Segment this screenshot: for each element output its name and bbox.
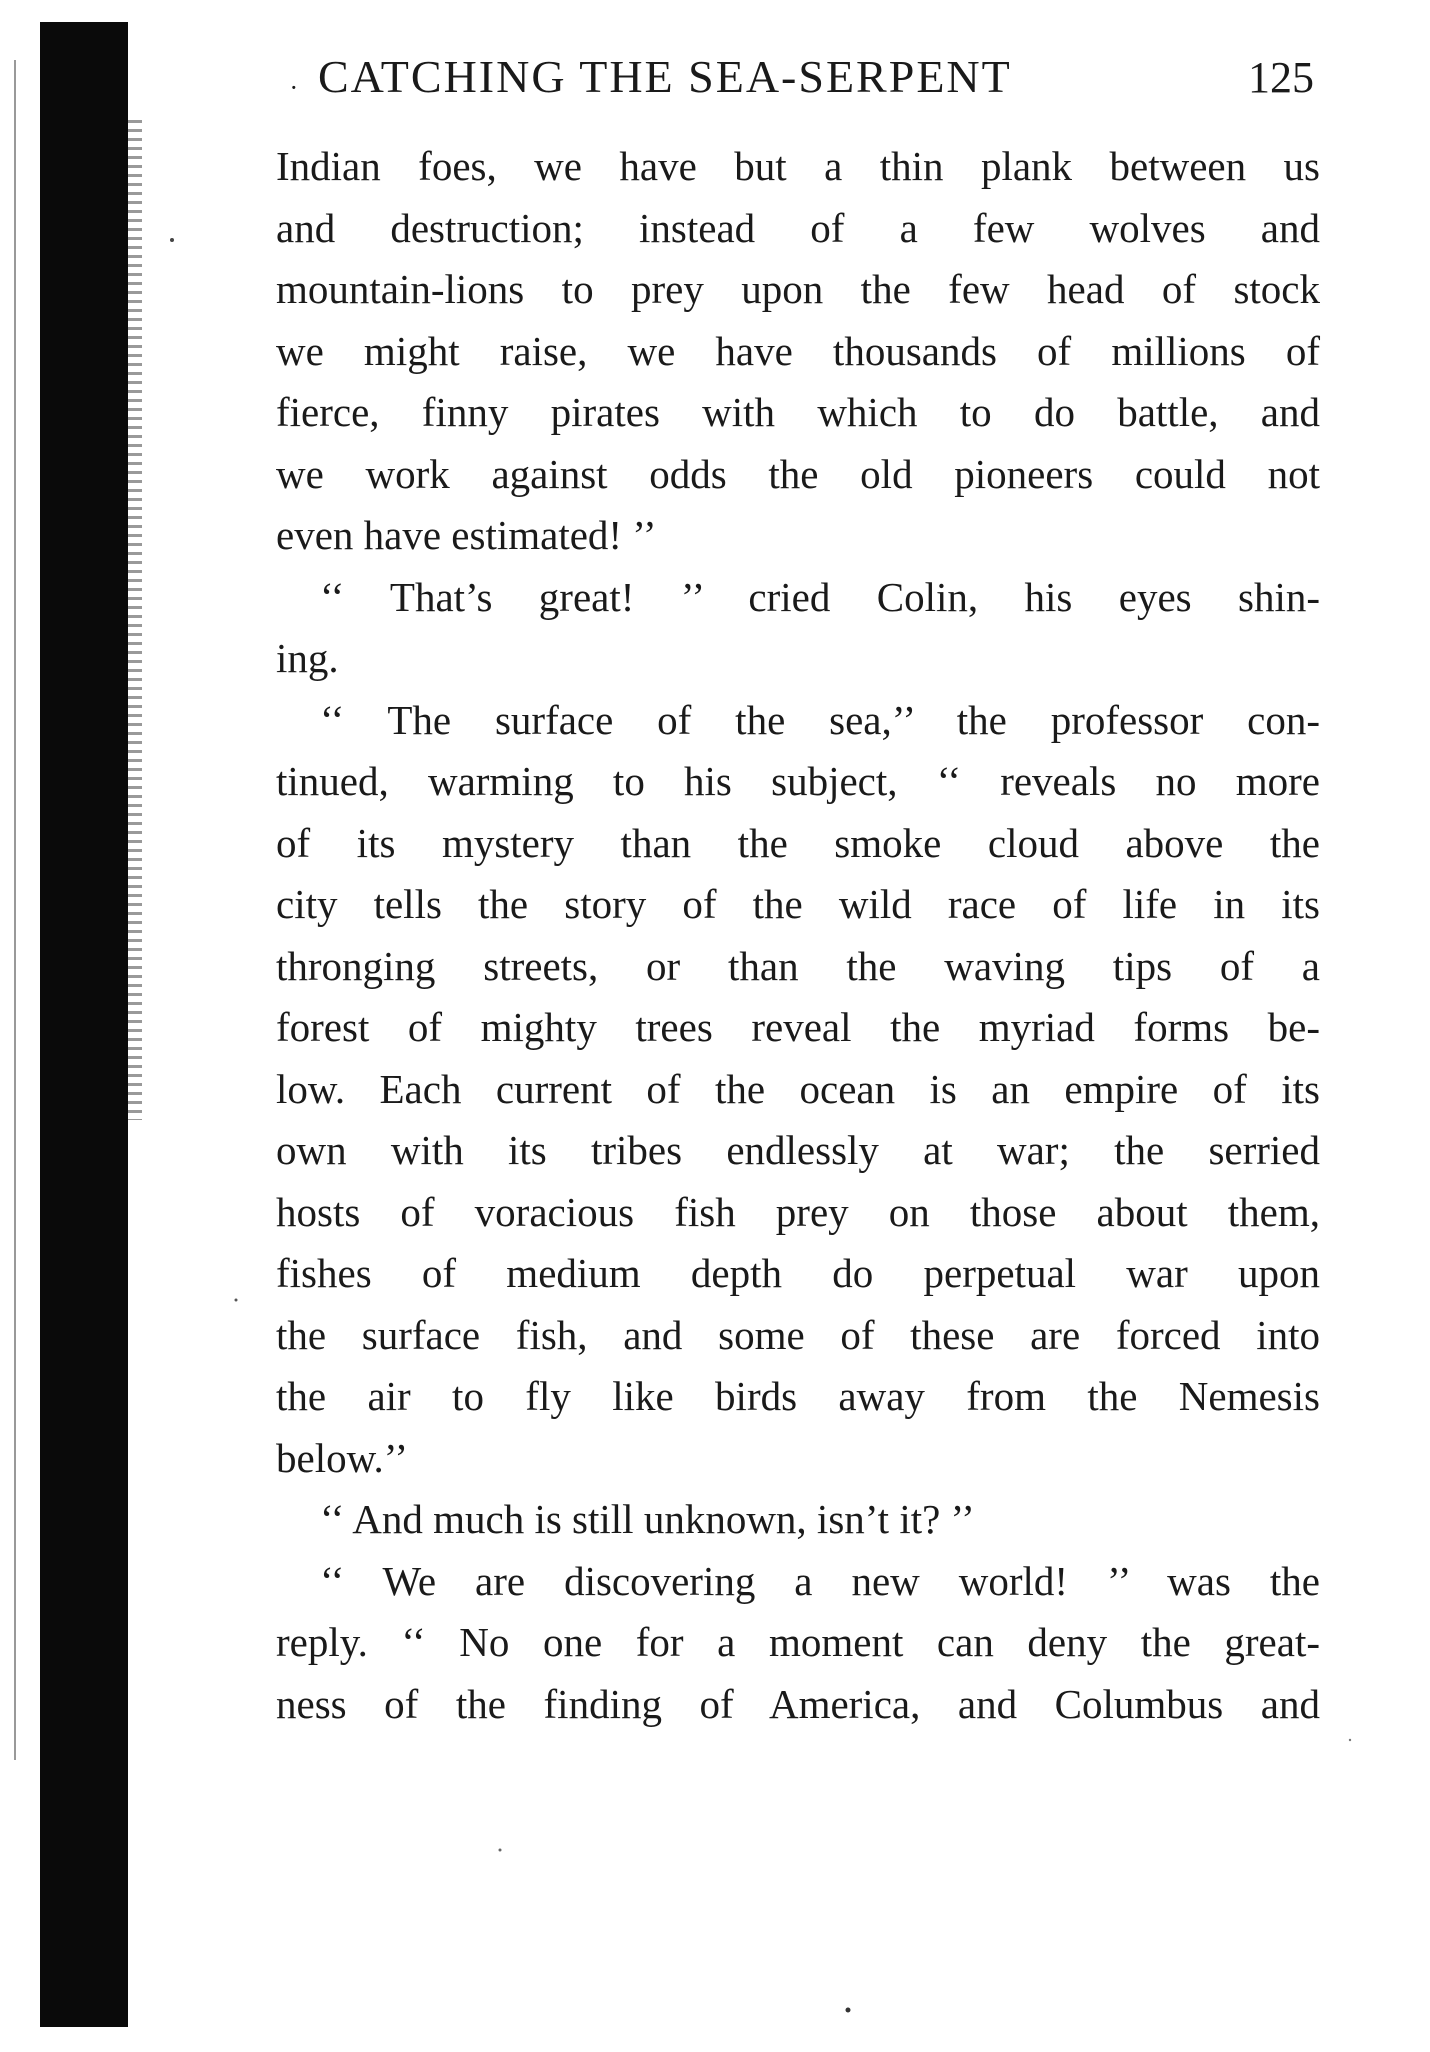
text-line: mountain-lions to prey upon the few head of stock (276, 266, 1320, 312)
text-line: thronging streets, or than the waving tips of a (276, 942, 1320, 989)
speck (499, 1849, 502, 1852)
text-line: city tells the story of the wild race of life in its (276, 881, 1320, 927)
speck (235, 1299, 238, 1302)
text-line: low. Each current of the ocean is an empire of its (276, 1065, 1320, 1112)
text-line: ness of the finding of America, and Columbus and (276, 1680, 1320, 1727)
body-text (276, 136, 1320, 1735)
text-line: own with its tribes endlessly at war; the serried (276, 1127, 1320, 1173)
speck (170, 238, 174, 242)
text-line: hosts of voracious fish prey on those about them, (276, 1188, 1320, 1235)
text-line: Indian foes, we have but a thin plank between us (276, 143, 1320, 189)
text-line: even have estimated! ’’ (276, 512, 657, 558)
speck (1349, 1739, 1351, 1741)
text-line: below.’’ (276, 1434, 409, 1481)
running-header (280, 50, 1320, 110)
text-line: ‘‘ The surface of the sea,’’ the professor con- (320, 696, 1320, 743)
text-line: fishes of medium depth do perpetual war upon (276, 1250, 1320, 1296)
speck (846, 2008, 851, 2013)
text-line: reply. ‘‘ No one for a moment can deny the great- (276, 1619, 1320, 1665)
text-line: fierce, finny pirates with which to do battle, and (276, 389, 1320, 435)
text-line: forest of mighty trees reveal the myriad forms be- (276, 1004, 1320, 1050)
scan-shadow-line (14, 60, 16, 1760)
page-number: 125 (1248, 53, 1314, 102)
text-line: the surface fish, and some of these are forced into (276, 1311, 1320, 1358)
header-bullet: · (290, 74, 298, 102)
text-line: ‘‘ And much is still unknown, isn’t it? ’’ (320, 1496, 975, 1542)
binding-gutter-edge (128, 120, 142, 1120)
text-line: ‘‘ We are discovering a new world! ’’ was the (320, 1557, 1320, 1604)
text-line: we might raise, we have thousands of millions of (276, 327, 1320, 374)
text-line: and destruction; instead of a few wolves and (276, 204, 1320, 251)
text-line: we work against odds the old pioneers could not (276, 450, 1320, 497)
text-line: the air to fly like birds away from the Nemesis (276, 1373, 1320, 1419)
running-title: CATCHING THE SEA-SERPENT (318, 51, 1012, 102)
binding-gutter-shadow (40, 22, 128, 2027)
text-line: ‘‘ That’s great! ’’ cried Colin, his eyes shin- (320, 573, 1320, 620)
text-line: ing. (276, 635, 339, 681)
text-line: of its mystery than the smoke cloud above the (276, 819, 1320, 866)
text-line: tinued, warming to his subject, ‘‘ reveals no more (276, 758, 1320, 804)
